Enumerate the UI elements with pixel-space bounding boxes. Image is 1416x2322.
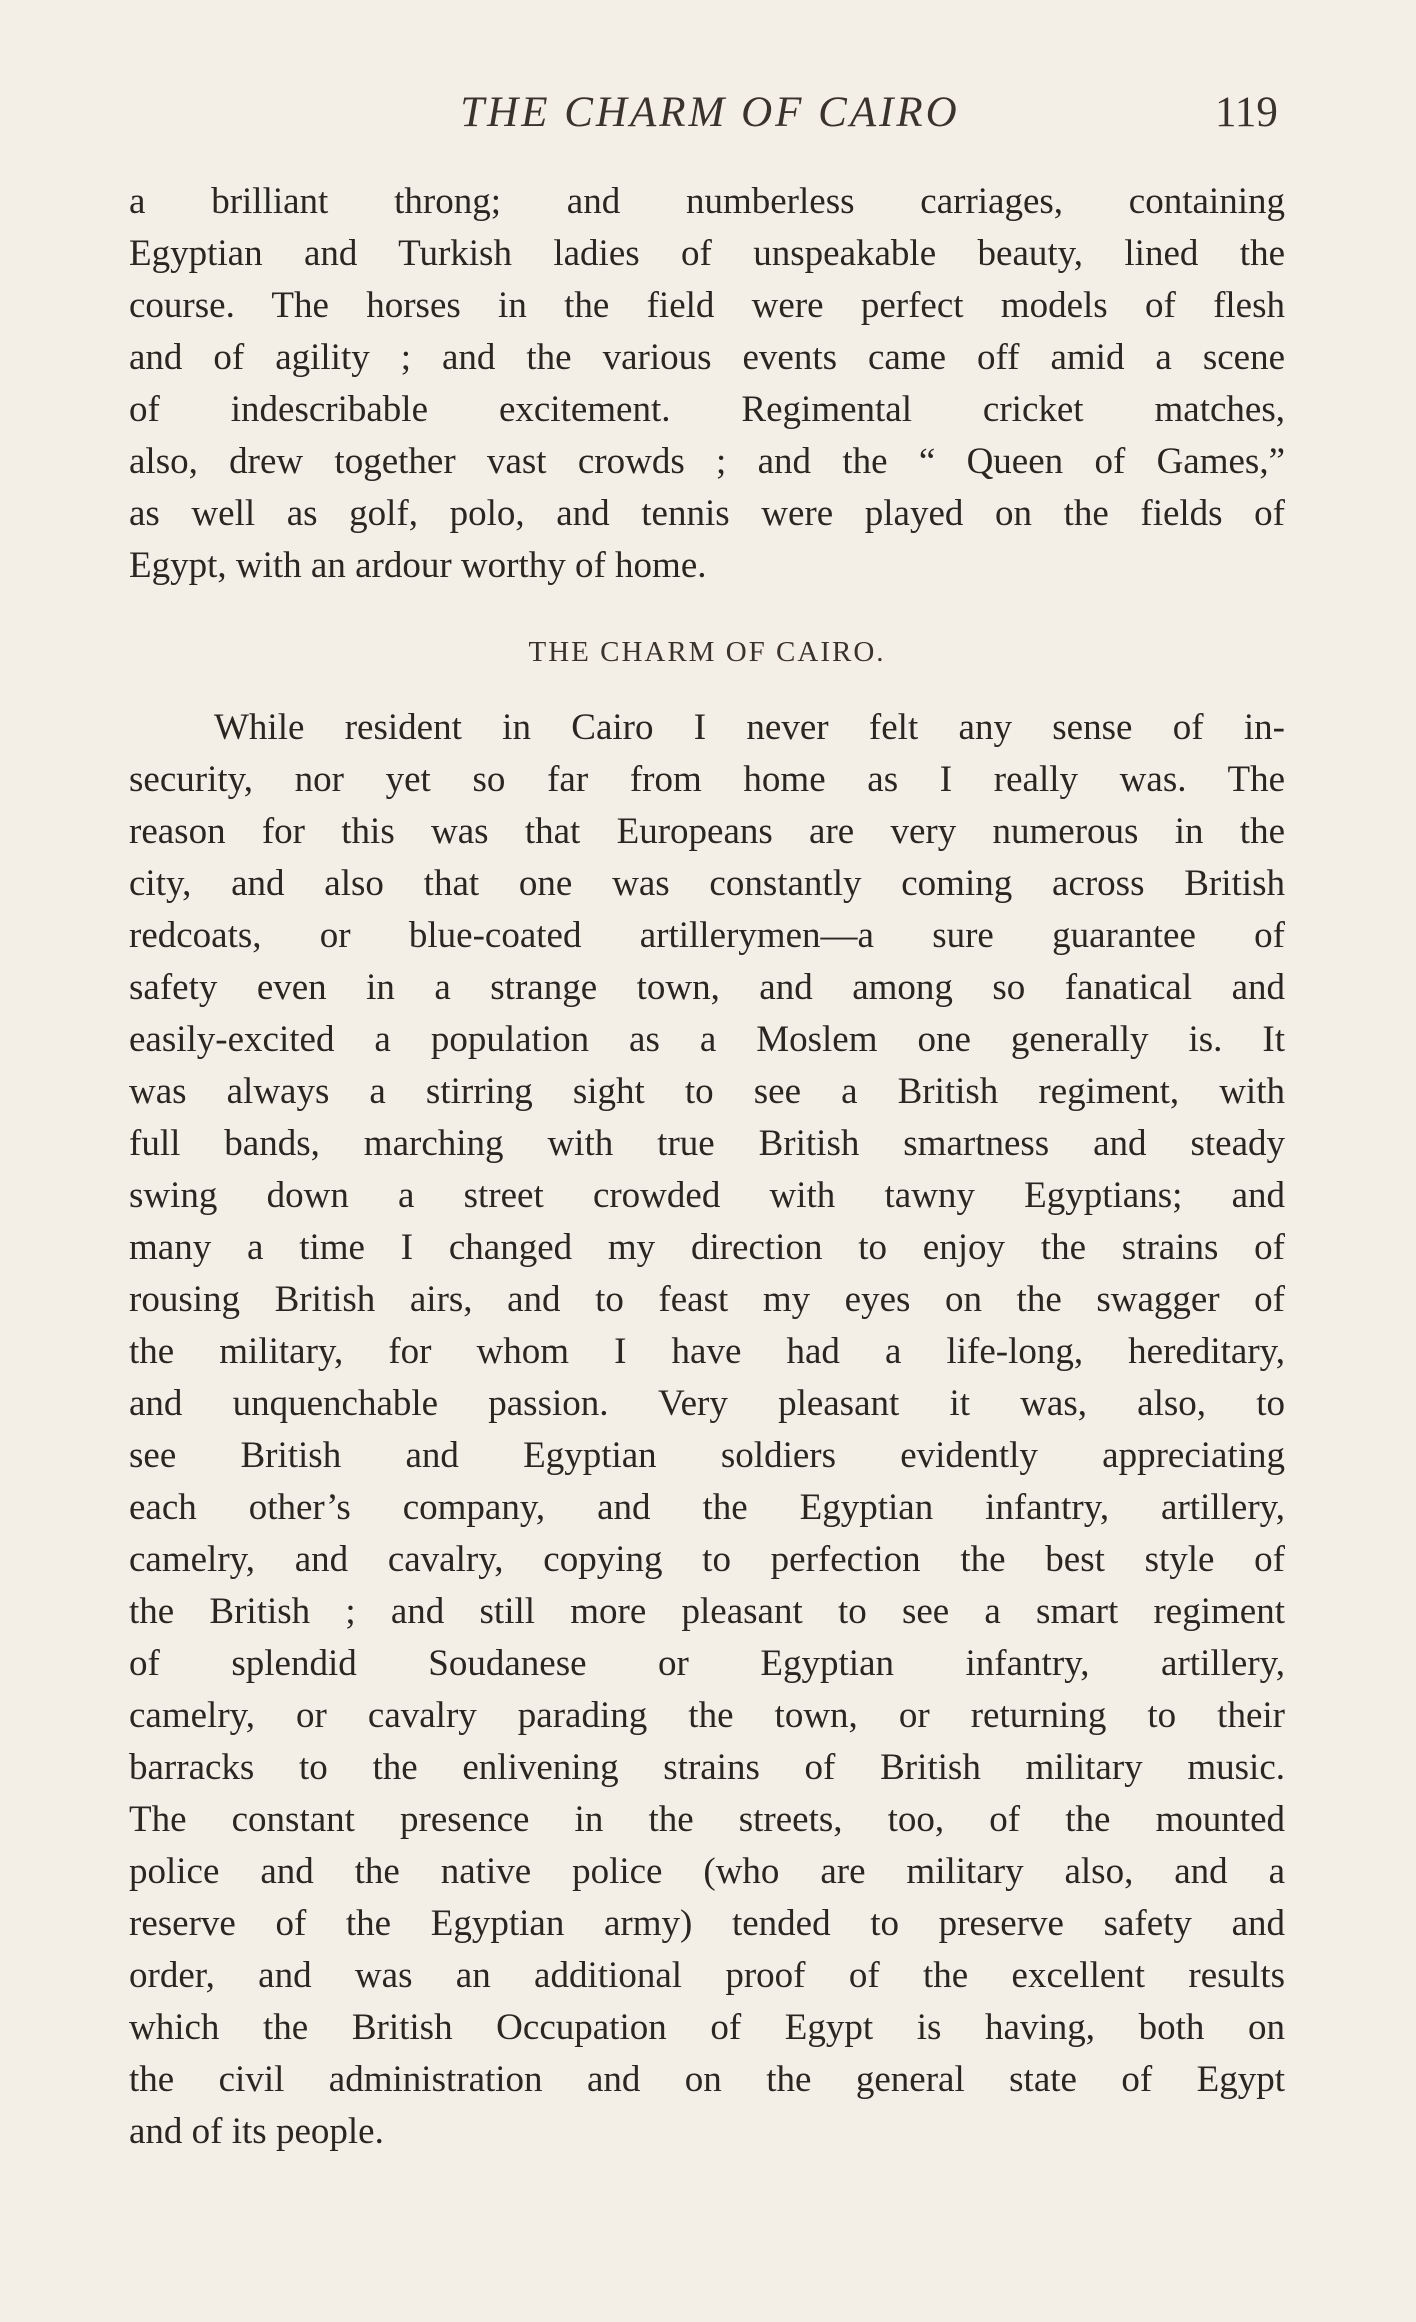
text-line: the military, for whom I have had a life-long, hereditary,: [129, 1331, 1285, 1372]
text-line: swing down a street crowded with tawny Egyptians; and: [129, 1175, 1285, 1216]
section-heading: THE CHARM OF CAIRO.: [528, 636, 886, 668]
running-head: [0, 88, 1416, 148]
text-line: Egyptian and Turkish ladies of unspeakable beauty, lined the: [129, 233, 1285, 274]
paragraph-2: [129, 702, 1285, 2158]
text-line: of indescribable excitement. Regimental cricket matches,: [129, 389, 1285, 430]
text-line: of splendid Soudanese or Egyptian infantry, artillery,: [129, 1643, 1285, 1684]
text-line: order, and was an additional proof of the excellent results: [129, 1955, 1285, 1996]
text-line: rousing British airs, and to feast my eyes on the swagger of: [129, 1279, 1285, 1320]
text-line: police and the native police (who are military also, and a: [129, 1851, 1285, 1892]
text-line: also, drew together vast crowds ; and the “ Queen of Games,”: [129, 441, 1285, 482]
text-line: Egypt, with an ardour worthy of home.: [129, 545, 707, 586]
text-line: city, and also that one was constantly coming across British: [129, 863, 1285, 904]
text-line: barracks to the enlivening strains of British military music.: [129, 1747, 1285, 1788]
text-line: camelry, and cavalry, copying to perfection the best style of: [129, 1539, 1285, 1580]
text-line: course. The horses in the field were perfect models of flesh: [129, 285, 1285, 326]
text-line: security, nor yet so far from home as I really was. The: [129, 759, 1285, 800]
text-line: see British and Egyptian soldiers evidently appreciating: [129, 1435, 1285, 1476]
text-line: The constant presence in the streets, too, of the mounted: [129, 1799, 1285, 1840]
text-line: and of agility ; and the various events came off amid a scene: [129, 337, 1285, 378]
paragraph-1: [129, 176, 1285, 592]
text-line: and of its people.: [129, 2111, 384, 2152]
text-line: and unquenchable passion. Very pleasant it was, also, to: [129, 1383, 1285, 1424]
text-line: a brilliant throng; and numberless carriages, containing: [129, 181, 1285, 222]
text-line: the civil administration and on the general state of Egypt: [129, 2059, 1285, 2100]
text-line: each other’s company, and the Egyptian infantry, artillery,: [129, 1487, 1285, 1528]
text-line: safety even in a strange town, and among so fanatical and: [129, 967, 1285, 1008]
text-line: While resident in Cairo I never felt any sense of in-: [214, 707, 1285, 748]
running-title: THE CHARM OF CAIRO: [460, 89, 960, 136]
text-line: as well as golf, polo, and tennis were played on the fields of: [129, 493, 1285, 534]
text-line: many a time I changed my direction to enjoy the strains of: [129, 1227, 1285, 1268]
text-line: redcoats, or blue-coated artillerymen—a sure guarantee of: [129, 915, 1285, 956]
page-number: 119: [1215, 89, 1278, 136]
text-line: which the British Occupation of Egypt is having, both on: [129, 2007, 1285, 2048]
text-line: reason for this was that Europeans are very numerous in the: [129, 811, 1285, 852]
body-text: [129, 176, 1285, 2158]
text-line: easily-excited a population as a Moslem one generally is. It: [129, 1019, 1285, 1060]
text-line: was always a stirring sight to see a British regiment, with: [129, 1071, 1285, 1112]
text-line: camelry, or cavalry parading the town, or returning to their: [129, 1695, 1285, 1736]
text-line: the British ; and still more pleasant to see a smart regiment: [129, 1591, 1285, 1632]
text-line: reserve of the Egyptian army) tended to preserve safety and: [129, 1903, 1285, 1944]
text-line: full bands, marching with true British smartness and steady: [129, 1123, 1285, 1164]
